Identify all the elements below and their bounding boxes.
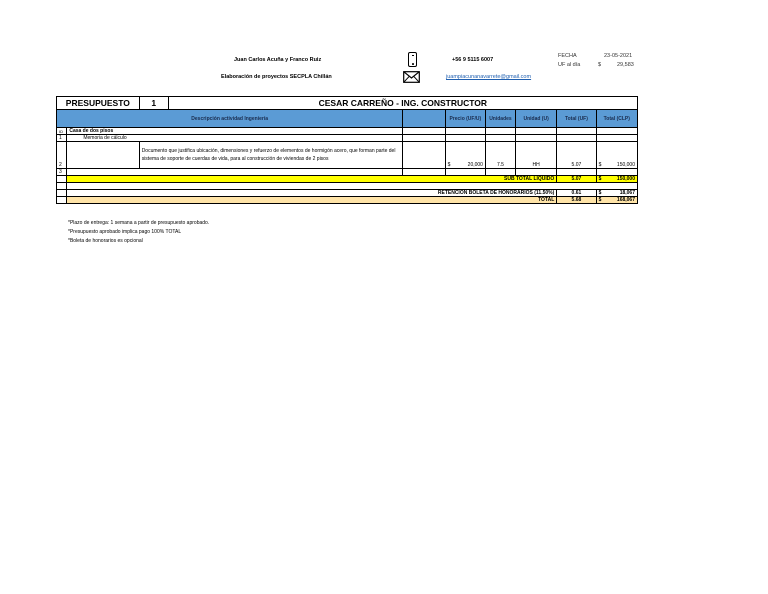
- note-payment: *Presupuesto aprobado implica pago 100% TOTAL: [68, 229, 182, 235]
- note-boleta: *Boleta de honorarios es opcional: [68, 238, 143, 244]
- item-unit: HH: [515, 142, 556, 169]
- email-link[interactable]: juampiacunanavarrete@gmail.com: [446, 74, 532, 80]
- subtotal-label: SUB TOTAL LIQUIDO: [67, 176, 557, 183]
- item-units: 7.5: [485, 142, 515, 169]
- total-uf: 5.68: [557, 197, 596, 204]
- phone-number: +56 9 5115 6007: [452, 57, 494, 63]
- total-currency: $: [598, 197, 602, 203]
- id-label: ID: [57, 128, 67, 135]
- phone-icon: [408, 52, 417, 67]
- item-label: Memoria de cálculo: [67, 135, 403, 142]
- total-clp-currency: $: [598, 162, 602, 168]
- budget-number: 1: [140, 97, 169, 109]
- title-row: [57, 97, 638, 110]
- table-row: [57, 142, 638, 169]
- fecha-label: FECHA: [558, 53, 577, 59]
- column-header-row: [57, 110, 638, 128]
- budget-table: [56, 96, 638, 204]
- col-unidades: Unidades: [485, 110, 515, 128]
- subtotal-currency: $: [598, 176, 602, 182]
- col-precio: Precio (UF/U): [445, 110, 485, 128]
- item-id: 2: [57, 142, 67, 169]
- budget-title-label: PRESUPUESTO: [57, 97, 140, 110]
- mail-icon: [403, 71, 420, 83]
- table-row: [57, 135, 638, 142]
- total-clp: 168,067: [616, 197, 635, 203]
- retencion-uf: 0.61: [557, 190, 596, 197]
- item-total-uf: 5.07: [557, 142, 596, 169]
- retencion-row: [57, 190, 638, 197]
- authors-name: Juan Carlos Acuña y Franco Ruiz: [234, 57, 322, 63]
- uf-currency: $: [598, 62, 602, 68]
- subtotal-uf: 5.07: [557, 176, 596, 183]
- retencion-label: RETENCION BOLETA DE HONORARIOS (11.50%): [67, 190, 557, 197]
- header-subtitle: Elaboración de proyectos SECPLA Chillán: [221, 74, 332, 80]
- col-total-uf: Total (UF): [557, 110, 596, 128]
- spacer-row: [57, 183, 638, 190]
- retencion-currency: $: [598, 190, 602, 196]
- price-currency: $: [447, 162, 451, 168]
- retencion-clp: 18,067: [619, 190, 635, 196]
- item-id: 1: [57, 135, 67, 142]
- col-blank: [403, 110, 445, 128]
- col-unidad: Unidad (U): [515, 110, 556, 128]
- total-label: TOTAL: [67, 197, 557, 204]
- section-row: [57, 128, 638, 135]
- item-description: Documento que justifica ubicación, dimensiones y refuerzo de elementos de hormigón acero, que forman parte del sistema de soporte de cuerdas de vida, para al construcción de viviendas de 2 pisos: [139, 142, 403, 169]
- item-id: 3: [57, 169, 67, 176]
- subtotal-clp: 150,000: [616, 176, 635, 182]
- note-delivery: *Plazo de entrega: 1 semana a partir de presupuesto aprobado.: [68, 220, 210, 226]
- total-row: [57, 197, 638, 204]
- subtotal-row: [57, 176, 638, 183]
- fecha-value: 23-05-2021: [604, 53, 633, 59]
- company-name: CESAR CARREÑO - ING. CONSTRUCTOR: [318, 98, 488, 108]
- notes: [68, 219, 209, 246]
- table-row: [57, 169, 638, 176]
- uf-label: UF al día: [558, 62, 581, 68]
- uf-value: 29,583: [617, 62, 634, 68]
- item-total-clp: 150,000: [616, 162, 635, 168]
- col-descripcion: Descripción actividad Ingeniería: [57, 110, 403, 128]
- col-total-clp: Total (CLP): [596, 110, 637, 128]
- section-title: Casa de dos pisos: [67, 128, 403, 135]
- item-price: 20,000: [467, 162, 483, 168]
